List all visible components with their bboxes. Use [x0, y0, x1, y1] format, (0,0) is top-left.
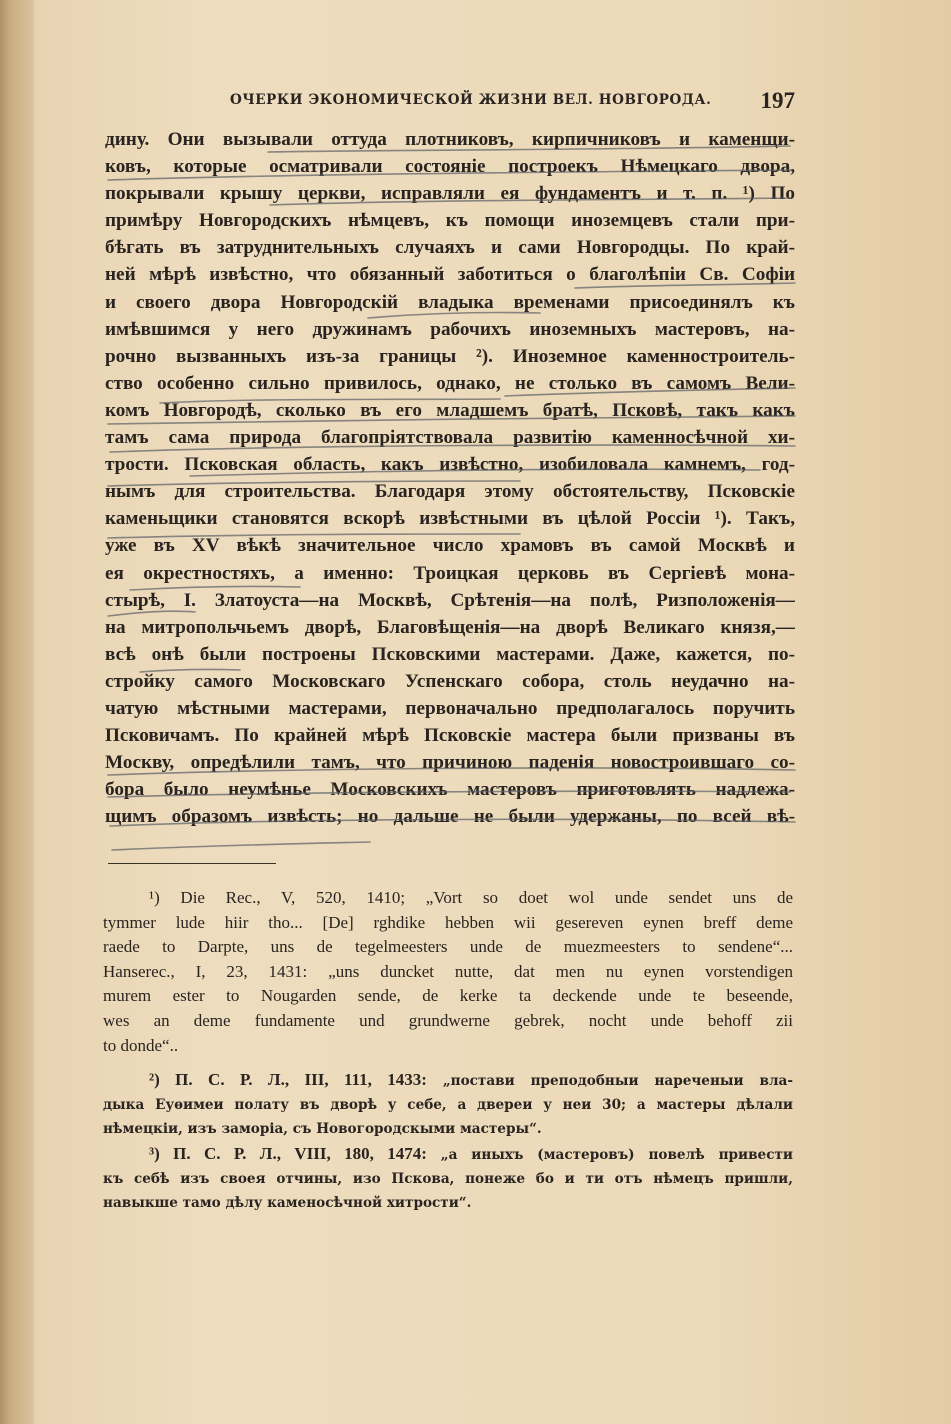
footnote-line: ¹) Die Rec., V, 520, 1410; „Vort so doet wol unde sendet uns de	[149, 888, 793, 907]
text-line: дину. Они вызывали оттуда плотниковъ, кирпичниковъ и каменщи-	[105, 129, 795, 150]
footnote-line: къ себѣ изъ своея отчины, изо Пскова, понеже бо и ти отъ нѣмецъ пришли,	[103, 1170, 793, 1187]
running-head	[230, 88, 795, 114]
page-number: 197	[760, 88, 795, 113]
text-line: рочно вызванныхъ изъ-за границы ²). Иноземное каменностроитель-	[105, 345, 795, 367]
page-binding-shadow	[0, 0, 34, 1424]
text-line: ство особенно сильно привилось, однако, не столько въ самомъ Вели-	[105, 372, 795, 394]
text-line: уже въ XV вѣкѣ значительное число храмовъ въ самой Москвѣ и	[105, 535, 795, 557]
footnote-reference: ²) П. С. Р. Л., III, 111, 1433:	[149, 1070, 427, 1090]
text-line: чатую мѣстными мастерами, первоначально предполагалось поручить	[105, 697, 795, 719]
text-line: щимъ образомъ извѣсть; но дальше не были удержаны, по всей вѣ-	[105, 806, 795, 828]
footnote-1	[103, 886, 793, 1058]
text-line: нымъ для строительства. Благодаря этому обстоятельству, Псковскіе	[105, 481, 795, 503]
main-text	[105, 126, 795, 830]
text-line: ковъ, которые осматривали состояніе построекъ Нѣмецкаго двора,	[105, 156, 795, 178]
footnote-line: murem ester to Nougarden sende, de kerke ta deckende unde te beseende,	[103, 986, 793, 1006]
footnote-line: Hanserec., I, 23, 1431: „uns duncket nutte, dat men nu eynen vorstendigen	[103, 961, 793, 981]
footnote-line: навыкше тамо дѣлу каменосѣчной хитрости“.	[103, 1195, 472, 1212]
text-line: стырѣ, І. Златоуста—на Москвѣ, Срѣтенія—на полѣ, Ризположенія—	[105, 589, 795, 611]
footnote-line: tymmer lude hiir tho... [De] rghdike hebben wii gesereven eynen breff deme	[103, 912, 793, 932]
text-line: имѣвшимся у него дружинамъ рабочихъ иноземныхъ мастеровъ, на-	[105, 318, 795, 340]
text-line: бора было неумѣнье Московскихъ мастеровъ приготовлять надлежа-	[105, 779, 795, 801]
footnote-separator	[108, 863, 276, 864]
footnote-line	[103, 1142, 793, 1167]
text-line: трости. Псковская область, какъ извѣстно, изобиловала камнемъ, год-	[105, 454, 795, 476]
text-line: тамъ сама природа благопріятствовала развитію каменносѣчной хи-	[105, 427, 795, 449]
text-line: и своего двора Новгородскій владыка временами присоединялъ къ	[105, 291, 795, 313]
footnote-line	[103, 1068, 793, 1093]
text-line: комъ Новгородѣ, сколько въ его младшемъ братѣ, Псковѣ, такъ какъ	[105, 399, 795, 421]
text-line: примѣру Новгородскихъ нѣмцевъ, къ помощи иноземцевъ стали при-	[105, 210, 795, 232]
text-line: стройку самого Московскаго Успенскаго собора, столь неудачно на-	[105, 670, 795, 692]
text-line: на митропольчьемъ дворѣ, Благовѣщенія—на дворѣ Великаго князя,—	[105, 616, 795, 638]
footnote-line: wes an deme fundamente und grundwerne gebrek, nocht unde behoff zii	[103, 1010, 793, 1030]
pencil-mark	[112, 842, 370, 850]
footnote-quote: „а иныхъ (мастеровъ) повелѣ привести	[440, 1146, 793, 1163]
footnote-3	[103, 1142, 793, 1216]
running-head-title: ОЧЕРКИ ЭКОНОМИЧЕСКОЙ ЖИЗНИ ВЕЛ. НОВГОРОДА.	[230, 92, 712, 108]
footnote-line: to donde“..	[103, 1035, 179, 1055]
footnote-line: raede to Darpte, uns de tegelmeesters unde de muezmeesters to sendene“...	[103, 937, 793, 957]
text-line: ея окрестностяхъ, а именно: Троицкая церковь въ Сергіевѣ мона-	[105, 562, 795, 584]
text-line: каменьщики становятся вскорѣ извѣстными въ цѣлой Россіи ¹). Такъ,	[105, 508, 795, 530]
text-line: ней мѣрѣ извѣстно, что обязанный заботиться о благолѣпіи Св. Софіи	[105, 264, 795, 286]
footnote-2	[103, 1068, 793, 1142]
text-line: всѣ онѣ были построены Псковскими мастерами. Даже, кажется, по-	[105, 643, 795, 665]
footnote-line: нѣмецкіи, изъ заморіа, съ Новогородскыми мастеры“.	[103, 1121, 542, 1138]
footnote-quote: „постави преподобныи нареченыи вла-	[442, 1073, 793, 1090]
footnote-reference: ³) П. С. Р. Л., VIII, 180, 1474:	[149, 1143, 427, 1163]
text-line: покрывали крышу церкви, исправляли ея фундаментъ и т. п. ¹) По	[105, 183, 795, 205]
text-line: бѣгать въ затруднительныхъ случаяхъ и сами Новгородцы. По край-	[105, 237, 795, 259]
footnote-line: дыка Еуѳимеи полату въ дворѣ у себе, а двереи у неи 30; а мастеры дѣлали	[103, 1096, 793, 1113]
footnotes	[103, 886, 793, 1216]
text-line: Псковичамъ. По крайней мѣрѣ Псковскіе мастера были призваны въ	[105, 725, 795, 747]
text-line: Москву, опредѣлили тамъ, что причиною паденія новостроившаго со-	[105, 752, 795, 774]
